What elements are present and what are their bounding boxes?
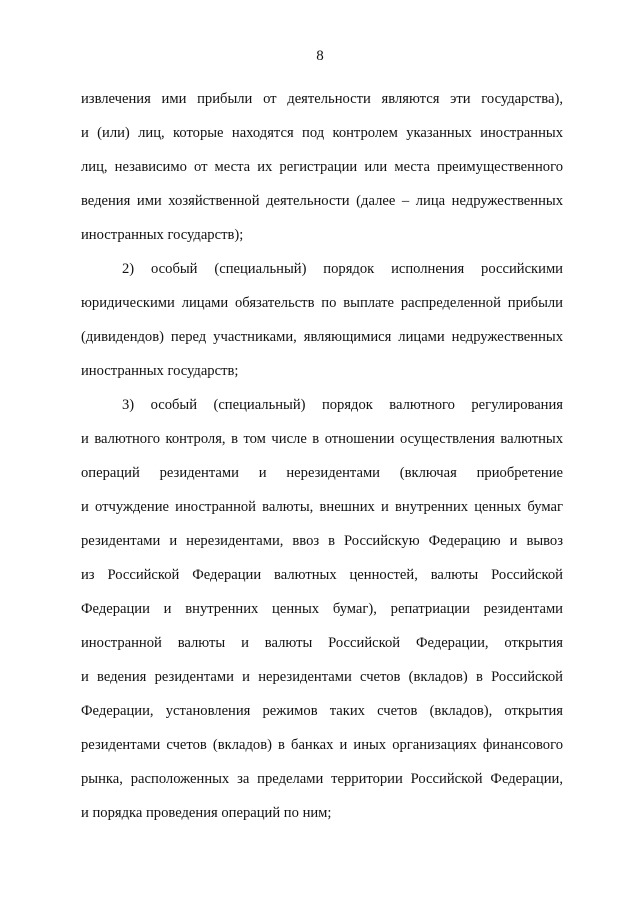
text-line: рынка, расположенных за пределами территории Российской Федерации, <box>81 771 563 787</box>
paragraph-2 <box>81 252 563 388</box>
text-line: иностранных государств; <box>81 363 239 379</box>
text-line: операций резидентами и нерезидентами (включая приобретение <box>81 465 563 481</box>
paragraph-3 <box>81 388 563 830</box>
text-line: из Российской Федерации валютных ценностей, валюты Российской <box>81 567 563 583</box>
text-line: лиц, независимо от места их регистрации или места преимущественного <box>81 159 563 175</box>
text-line: и (или) лиц, которые находятся под контролем указанных иностранных <box>81 125 563 141</box>
text-line: (дивидендов) перед участниками, являющимися лицами недружественных <box>81 329 563 345</box>
paragraph-1 <box>81 82 563 252</box>
text-line: Федерации, установления режимов таких счетов (вкладов), открытия <box>81 703 563 719</box>
text-line: и порядка проведения операций по ним; <box>81 805 332 821</box>
text-line: ведения ими хозяйственной деятельности (далее – лица недружественных <box>81 193 563 209</box>
text-line: Федерации и внутренних ценных бумаг), репатриации резидентами <box>81 601 563 617</box>
text-line: иностранных государств); <box>81 227 244 243</box>
text-line: юридическими лицами обязательств по выплате распределенной прибыли <box>81 295 563 311</box>
text-line: резидентами и нерезидентами, ввоз в Российскую Федерацию и вывоз <box>81 533 563 549</box>
text-line: извлечения ими прибыли от деятельности являются эти государства), <box>81 91 563 107</box>
text-line: и отчуждение иностранной валюты, внешних и внутренних ценных бумаг <box>81 499 563 515</box>
document-body <box>81 82 563 830</box>
text-line: 3) особый (специальный) порядок валютного регулирования <box>122 397 563 413</box>
text-line: и валютного контроля, в том числе в отношении осуществления валютных <box>81 431 563 447</box>
page-number: 8 <box>316 48 324 64</box>
text-line: и ведения резидентами и нерезидентами счетов (вкладов) в Российской <box>81 669 563 685</box>
text-line: 2) особый (специальный) порядок исполнения российскими <box>122 261 563 277</box>
text-line: иностранной валюты и валюты Российской Федерации, открытия <box>81 635 563 651</box>
text-line: резидентами счетов (вкладов) в банках и иных организациях финансового <box>81 737 563 753</box>
